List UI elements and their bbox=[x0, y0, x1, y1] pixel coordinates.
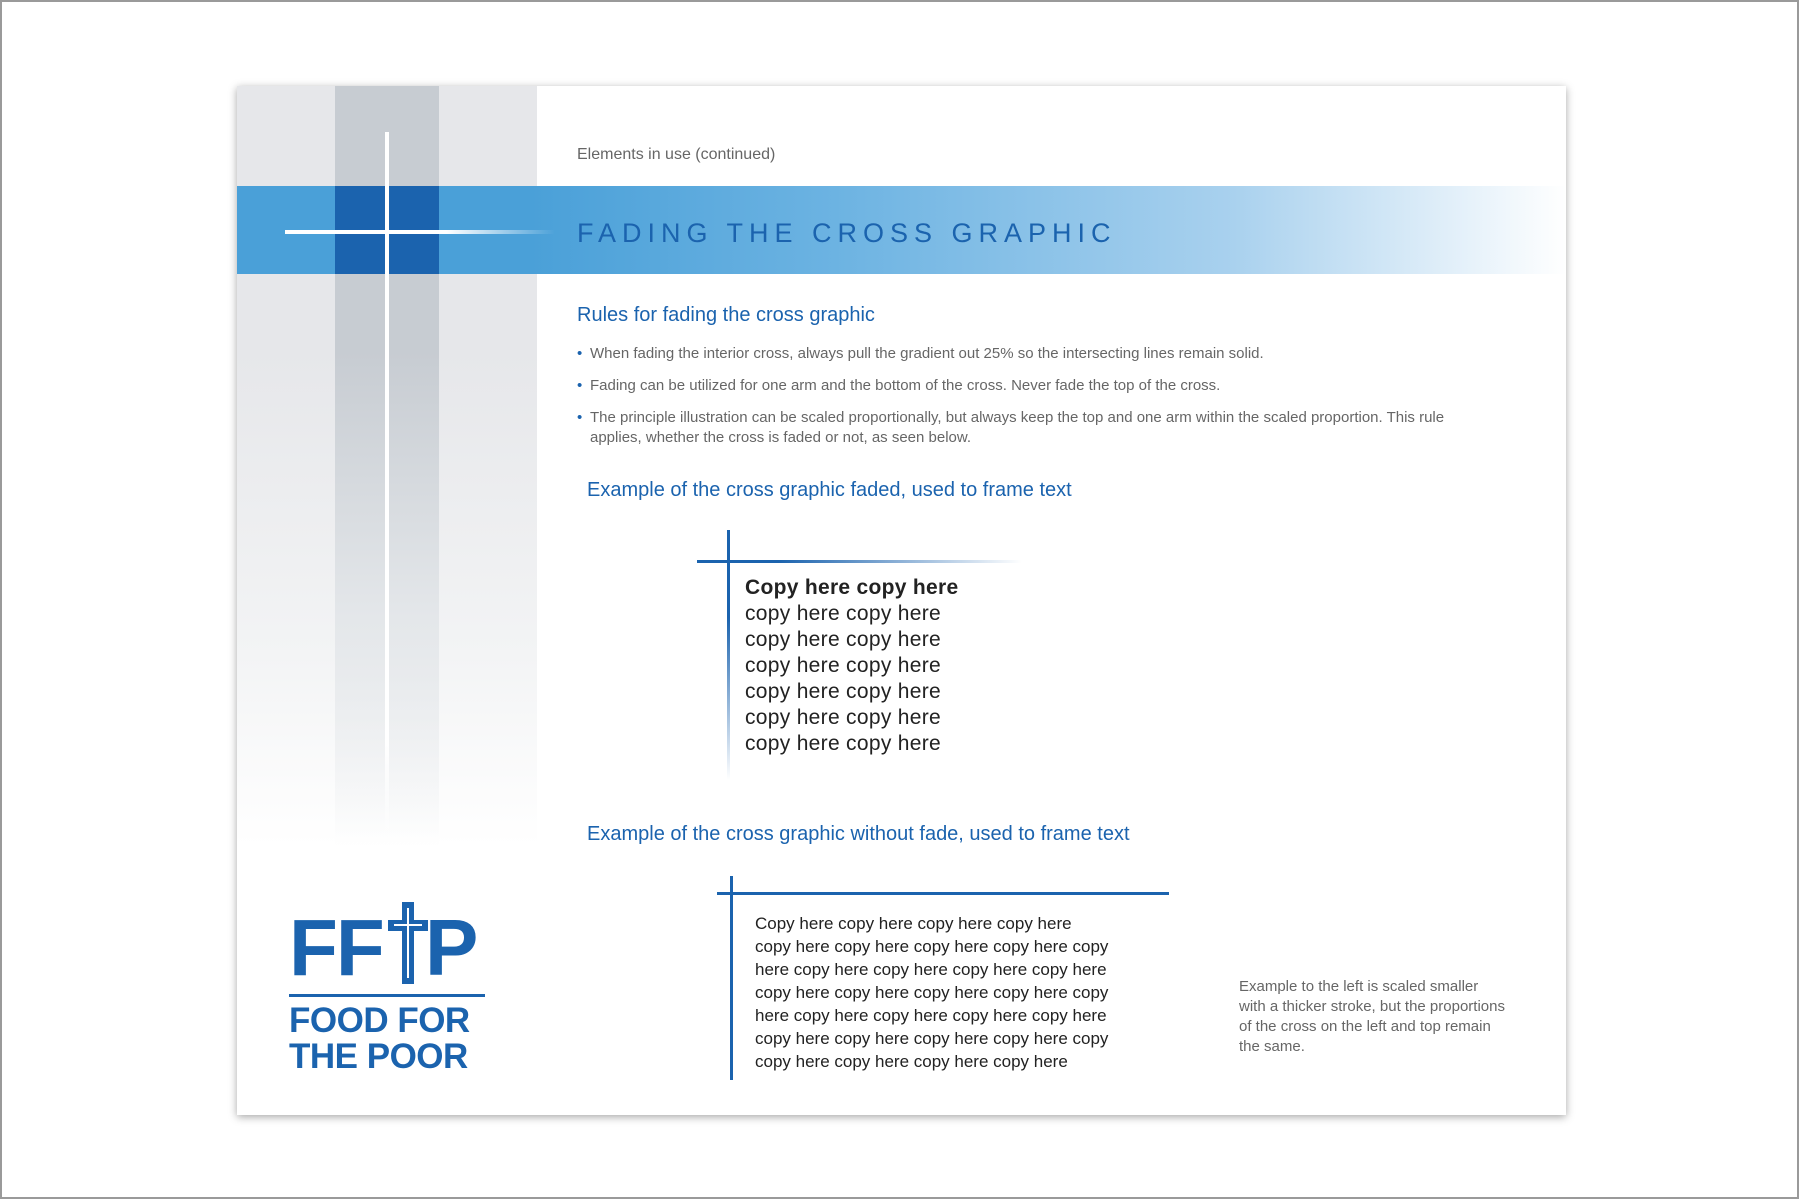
rule-text: Fading can be utilized for one arm and the bottom of the cross. Never fade the top of the cross. bbox=[590, 377, 1221, 394]
copy-line: copy here copy here copy here copy here copy bbox=[755, 983, 1109, 1002]
faded-example-copy bbox=[745, 575, 958, 757]
solid-cross-vertical bbox=[730, 876, 733, 1080]
page-title: FADING THE CROSS GRAPHIC bbox=[577, 218, 1117, 248]
copy-line: here copy here copy here copy here copy here bbox=[755, 1006, 1107, 1025]
bullet-icon: • bbox=[577, 345, 583, 362]
rule-text: The principle illustration can be scaled proportionally, but always keep the top and one arm within the scaled proportion. This rule applies, whether the cross is faded or not, as seen below. bbox=[590, 409, 1445, 446]
logo-wordmark bbox=[289, 1003, 485, 1075]
rules-heading: Rules for fading the cross graphic bbox=[577, 304, 875, 326]
copy-line: Copy here copy here bbox=[745, 576, 959, 599]
solid-example-copy bbox=[755, 912, 1175, 1073]
copy-line: copy here copy here bbox=[745, 654, 941, 677]
rules-list bbox=[577, 344, 1477, 460]
bullet-icon: • bbox=[577, 409, 583, 426]
rule-item bbox=[577, 376, 1477, 396]
copy-line: copy here copy here copy here copy here copy bbox=[755, 937, 1109, 956]
copy-line: Copy here copy here copy here copy here bbox=[755, 914, 1072, 933]
copy-line: copy here copy here bbox=[745, 602, 941, 625]
bullet-icon: • bbox=[577, 377, 583, 394]
logo-line-2: THE POOR bbox=[289, 1037, 468, 1076]
solid-cross-horizontal bbox=[717, 892, 1169, 895]
faded-example-heading: Example of the cross graphic faded, used to frame text bbox=[587, 479, 1072, 501]
cross-graphic-vertical bbox=[385, 132, 389, 852]
side-note: Example to the left is scaled smaller with a thicker stroke, but the proportions of the cross on the left and top remain the same. bbox=[1239, 978, 1505, 1055]
rule-text: When fading the interior cross, always pull the gradient out 25% so the intersecting lines remain solid. bbox=[590, 345, 1264, 362]
faded-cross-horizontal bbox=[697, 560, 1022, 563]
logo-mark-p: P bbox=[425, 903, 477, 992]
rule-item bbox=[577, 344, 1477, 364]
copy-line: copy here copy here bbox=[745, 732, 941, 755]
copy-line: copy here copy here copy here copy here copy bbox=[755, 1029, 1109, 1048]
faded-cross-vertical bbox=[727, 530, 730, 780]
copy-line: here copy here copy here copy here copy here bbox=[755, 960, 1107, 979]
copy-line: copy here copy here bbox=[745, 680, 941, 703]
copy-line: copy here copy here bbox=[745, 628, 941, 651]
document-page bbox=[237, 86, 1566, 1115]
fftp-logo bbox=[289, 902, 485, 1075]
logo-mark bbox=[289, 902, 485, 992]
rule-item bbox=[577, 408, 1477, 448]
logo-mark-ff: FF bbox=[289, 903, 383, 992]
copy-line: copy here copy here copy here copy here bbox=[755, 1052, 1068, 1071]
logo-divider bbox=[289, 994, 485, 997]
cross-graphic-horizontal bbox=[285, 230, 555, 234]
cross-icon bbox=[388, 902, 428, 984]
copy-line: copy here copy here bbox=[745, 706, 941, 729]
logo-line-1: FOOD FOR bbox=[289, 1001, 470, 1040]
solid-example-heading: Example of the cross graphic without fade, used to frame text bbox=[587, 823, 1130, 845]
section-kicker: Elements in use (continued) bbox=[577, 146, 776, 163]
